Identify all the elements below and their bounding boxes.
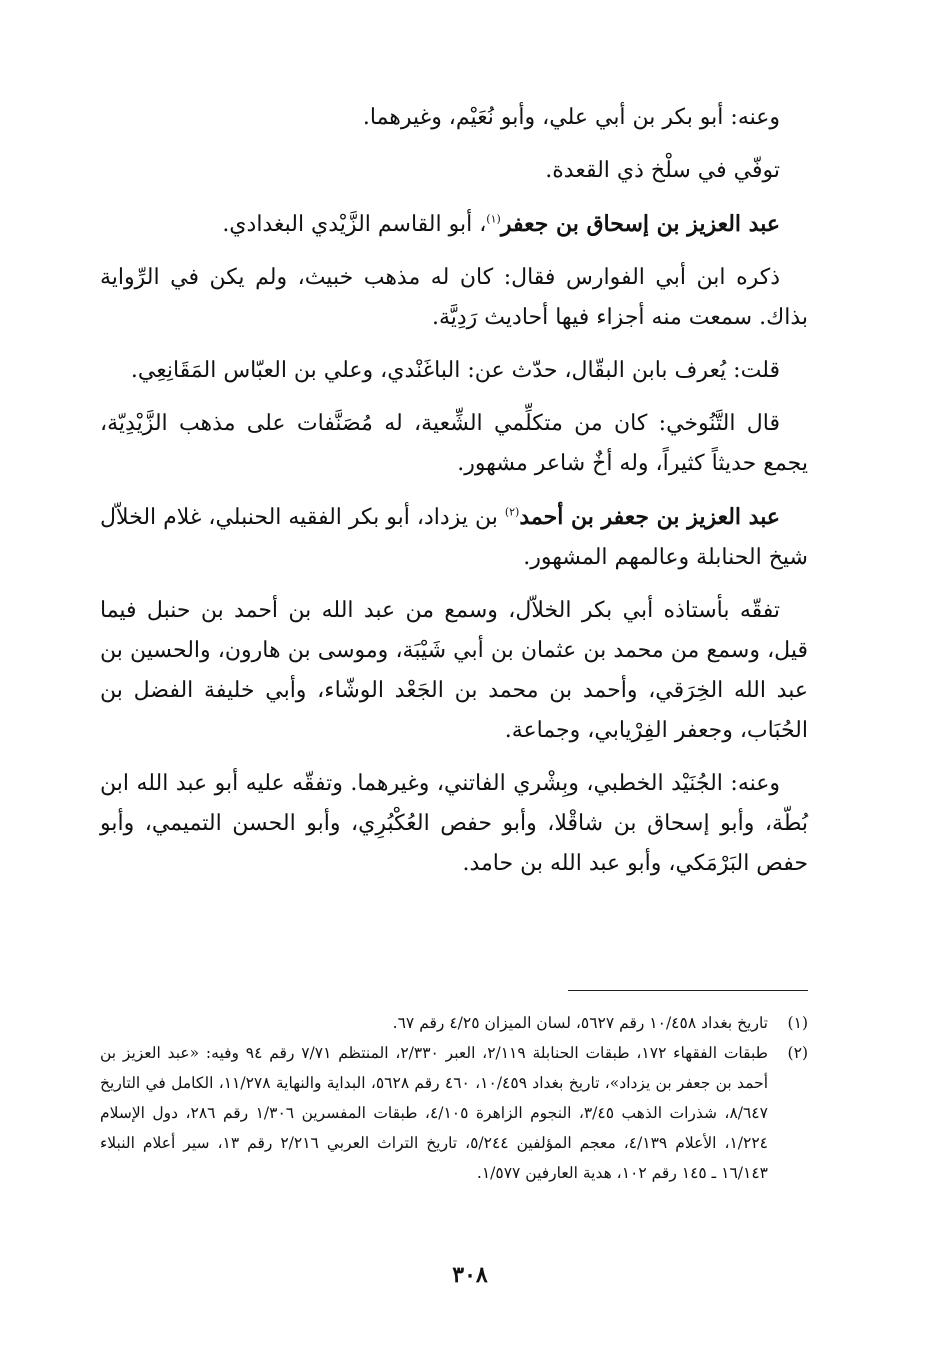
main-text bbox=[100, 98, 808, 897]
footnotes bbox=[100, 1008, 808, 1188]
paragraph-6: قال التَّنُوخي: كان من متكلِّمي الشِّعية، له مُصَنَّفات على مذهب الزَّيْدِيّة، يجمع حديثاً كثيراً، وله أخٌ شاعر مشهور. bbox=[100, 411, 808, 476]
page-number: ٣٠٨ bbox=[452, 1262, 488, 1288]
footnote-divider bbox=[568, 990, 808, 991]
footnote-2 bbox=[100, 1038, 808, 1188]
entry-details: بن يزداد، أبو بكر الفقيه الحنبلي، غلام الخلاّل شيخ الحنابلة وعالمهم المشهور. bbox=[100, 505, 808, 570]
footnote-number: (٢) bbox=[787, 1044, 808, 1062]
entry-details: ، أبو القاسم الزَّيْدي البغدادي. bbox=[222, 212, 487, 237]
entry-heading-2 bbox=[100, 497, 808, 578]
entry-heading-1 bbox=[100, 204, 808, 245]
footnote-1 bbox=[100, 1008, 808, 1038]
paragraph-8: تفقّه بأستاذه أبي بكر الخلاّل، وسمع من عبد الله بن أحمد بن حنبل فيما قيل، وسمع من محمد بن عثمان بن أبي شَيْبَة، وموسى بن هارون، والحسين بن عبد الله الخِرَقي، وأحمد بن محمد بن الجَعْد الوشّاء، وأبي خليفة الفضل بن الحُبَاب، وجعفر الفِرْيابي، وجماعة. bbox=[100, 598, 808, 743]
paragraph-9: وعنه: الجُنَيْد الخطبي، وبِشْري الفاتني، وغيرهما. وتفقّه عليه أبو عبد الله ابن بُطّة، وأبو إسحاق بن شاقْلا، وأبو حفص العُكْبُرِي، وأبو الحسن التميمي، وأبو حفص البَرْمَكي، وأبو عبد الله بن حامد. bbox=[100, 771, 808, 876]
entry-name: عبد العزيز بن إسحاق بن جعفر bbox=[500, 211, 780, 237]
footnote-text: تاريخ بغداد ١٠/٤٥٨ رقم ٥٦٢٧، لسان الميزان ٤/٢٥ رقم ٦٧. bbox=[392, 1014, 768, 1032]
paragraph-5: قلت: يُعرف بابن البقّال، حدّث عن: الباغَنْدي، وعلي بن العبّاس المَقَانِعِي. bbox=[130, 358, 780, 383]
footnote-text: طبقات الفقهاء ١٧٢، طبقات الحنابلة ٢/١١٩، العبر ٢/٣٣٠، المنتظم ٧/٧١ رقم ٩٤ وفيه: «عبد العزيز بن أحمد بن جعفر بن يزداد»، تاريخ بغداد ١٠/٤٥٩، ٤٦٠ رقم ٥٦٢٨، البداية والنهاية ١١/٢٧٨، الكامل في التاريخ ٨/٦٤٧، شذرات الذهب ٣/٤٥، النجوم الزاهرة ٤/١٠٥، طبقات المفسرين ١/٣٠٦ رقم ٢٨٦، دول الإسلام ١/٢٢٤، الأعلام ٤/١٣٩، معجم المؤلفين ٥/٢٤٤، تاريخ التراث العربي ٢/٢١٦ رقم ١٣، سير أعلام النبلاء ١٦/١٤٣ ـ ١٤٥ رقم ١٠٢، هدية العارفين ١/٥٧٧. bbox=[100, 1044, 769, 1182]
footnote-ref-1: (١) bbox=[486, 212, 501, 226]
footnote-ref-2: (٢) bbox=[504, 505, 520, 519]
paragraph-1: وعنه: أبو بكر بن أبي علي، وأبو نُعَيْم، وغيرهما. bbox=[362, 105, 780, 130]
paragraph-2: توفّي في سلْخ ذي القعدة. bbox=[545, 158, 780, 183]
entry-name: عبد العزيز بن جعفر بن أحمد bbox=[519, 504, 780, 530]
footnote-number: (١) bbox=[787, 1014, 808, 1032]
paragraph-4: ذكره ابن أبي الفوارس فقال: كان له مذهب خبيث، ولم يكن في الرِّواية بذاك. سمعت منه أجزاء فيها أحاديث رَدِيَّة. bbox=[100, 265, 808, 330]
